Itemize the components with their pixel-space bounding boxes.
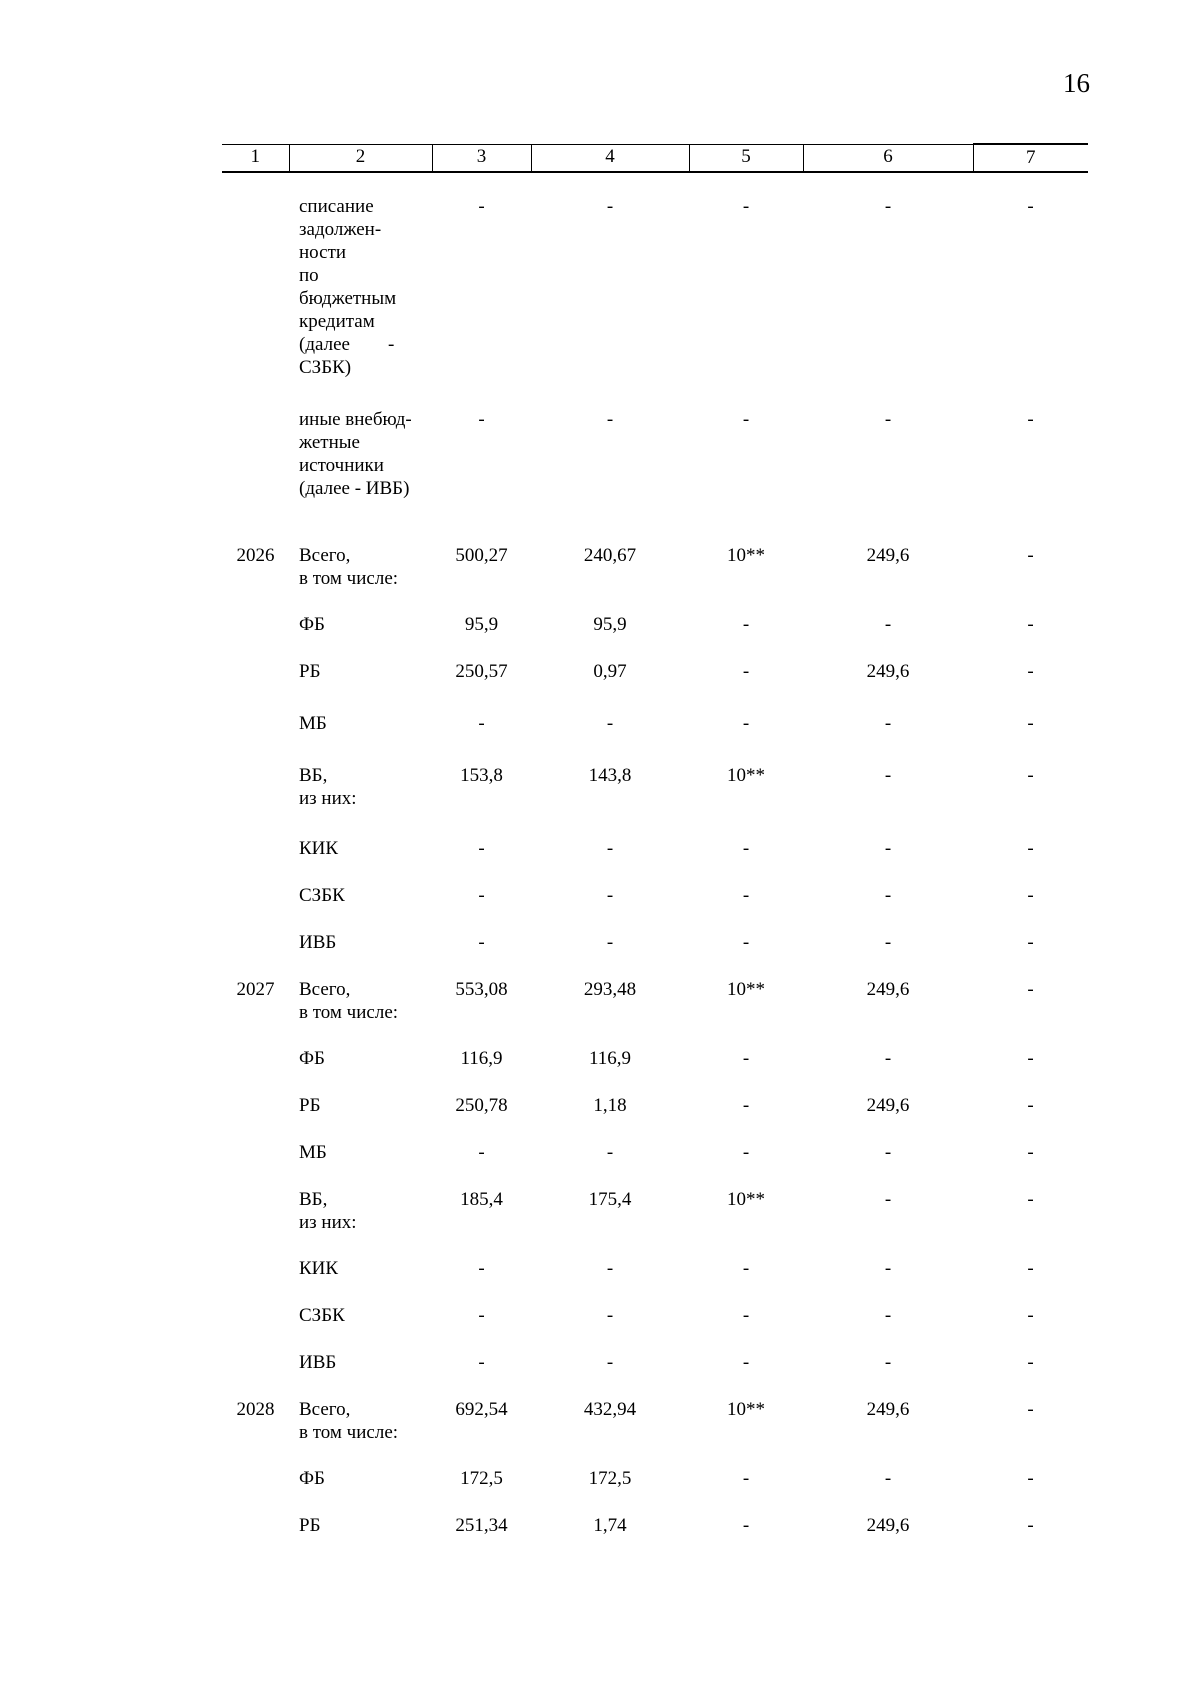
indicator-cell: Всего, в том числе:: [299, 1399, 399, 1443]
column-header: 6: [803, 144, 973, 172]
value-cell-col7: -: [1027, 838, 1034, 859]
value-cell-col4: 432,94: [583, 1399, 637, 1420]
year-cell: [222, 195, 289, 408]
indicator-cell: Всего, в том числе:: [299, 545, 399, 589]
value-cell-col5: 10**: [727, 1399, 765, 1420]
value-cell-col3: 692,54: [455, 1399, 508, 1420]
table-row: [222, 837, 1088, 884]
value-cell-col3: -: [478, 713, 485, 734]
column-number-row: [222, 144, 1088, 172]
value-cell-col4: 1,74: [593, 1515, 627, 1536]
year-cell: 2028: [236, 1399, 275, 1420]
year-cell: [222, 1047, 289, 1094]
indicator-cell: ИВБ: [299, 932, 337, 953]
value-cell-col7: -: [1027, 409, 1034, 430]
table-row: [222, 1188, 1088, 1257]
year-cell: [222, 1304, 289, 1351]
year-cell: [222, 1514, 289, 1561]
indicator-cell: КИК: [299, 1258, 339, 1279]
value-cell-col6: -: [884, 932, 892, 953]
value-cell-col5: -: [742, 1258, 750, 1279]
indicator-cell: ВБ, из них:: [299, 1189, 357, 1233]
value-cell-col3: -: [478, 1142, 485, 1163]
year-cell: [222, 837, 289, 884]
value-cell-col4: -: [606, 196, 614, 217]
value-cell-col3: -: [478, 1352, 485, 1373]
value-cell-col4: -: [606, 1142, 614, 1163]
year-cell: [222, 1094, 289, 1141]
value-cell-col6: -: [884, 885, 892, 906]
value-cell-col6: -: [884, 1352, 892, 1373]
table-row: [222, 884, 1088, 931]
value-cell-col3: -: [478, 1258, 485, 1279]
indicator-cell: РБ: [299, 1095, 321, 1116]
value-cell-col4: -: [606, 1352, 614, 1373]
table-row: [222, 1257, 1088, 1304]
value-cell-col3: 172,5: [460, 1468, 503, 1489]
value-cell-col7: -: [1027, 1258, 1034, 1279]
indicator-cell: МБ: [299, 713, 327, 734]
value-cell-col6: -: [884, 713, 892, 734]
value-cell-col4: 0,97: [593, 661, 627, 682]
year-cell: [222, 1351, 289, 1398]
table-row: [222, 1047, 1088, 1094]
indicator-cell: ФБ: [299, 1048, 325, 1069]
value-cell-col6: 249,6: [866, 979, 910, 1000]
table-row: [222, 544, 1088, 613]
table-row: [222, 1141, 1088, 1188]
value-cell-col5: 10**: [727, 979, 765, 1000]
year-cell: [222, 1141, 289, 1188]
year-cell: [222, 712, 289, 764]
value-cell-col3: -: [478, 409, 485, 430]
value-cell-col4: 175,4: [588, 1189, 632, 1210]
value-cell-col4: 95,9: [593, 614, 627, 635]
value-cell-col5: -: [742, 614, 750, 635]
value-cell-col6: -: [884, 409, 892, 430]
column-header: 2: [289, 144, 432, 172]
value-cell-col5: 10**: [727, 1189, 765, 1210]
value-cell-col6: -: [884, 838, 892, 859]
value-cell-col6: -: [884, 765, 892, 786]
value-cell-col4: -: [606, 409, 614, 430]
year-cell: [222, 1257, 289, 1304]
table-row: [222, 764, 1088, 837]
value-cell-col6: 249,6: [866, 1399, 910, 1420]
value-cell-col6: 249,6: [866, 1095, 910, 1116]
value-cell-col6: -: [884, 1048, 892, 1069]
table-row: [222, 1514, 1088, 1561]
value-cell-col5: -: [742, 409, 750, 430]
value-cell-col7: -: [1027, 1048, 1034, 1069]
value-cell-col5: -: [742, 885, 750, 906]
value-cell-col3: 250,57: [455, 661, 508, 682]
spacer-row: [222, 172, 1088, 195]
value-cell-col7: -: [1027, 1515, 1034, 1536]
budget-table: [222, 143, 1088, 1561]
table-row: [222, 931, 1088, 978]
year-cell: 2027: [236, 979, 275, 1000]
table-row: [222, 978, 1088, 1047]
year-cell: [222, 408, 289, 544]
year-cell: [222, 764, 289, 837]
value-cell-col7: -: [1027, 1399, 1034, 1420]
indicator-cell: КИК: [299, 838, 339, 859]
year-cell: [222, 1188, 289, 1257]
indicator-cell: ВБ, из них:: [299, 765, 357, 809]
value-cell-col7: -: [1027, 614, 1034, 635]
value-cell-col4: 293,48: [583, 979, 637, 1000]
value-cell-col7: -: [1027, 661, 1034, 682]
value-cell-col3: 500,27: [455, 545, 508, 566]
year-cell: 2026: [236, 545, 275, 566]
year-cell: [222, 884, 289, 931]
value-cell-col5: -: [742, 1352, 750, 1373]
year-cell: [222, 931, 289, 978]
table-row: [222, 660, 1088, 712]
value-cell-col3: 95,9: [464, 614, 499, 635]
indicator-cell: СЗБК: [299, 1305, 345, 1326]
value-cell-col4: -: [606, 838, 614, 859]
value-cell-col4: 143,8: [588, 765, 632, 786]
value-cell-col3: 250,78: [455, 1095, 508, 1116]
year-cell: [222, 613, 289, 660]
value-cell-col5: -: [742, 661, 750, 682]
value-cell-col5: -: [742, 1305, 750, 1326]
value-cell-col5: 10**: [727, 765, 765, 786]
table-row: [222, 1467, 1088, 1514]
value-cell-col5: -: [742, 1095, 750, 1116]
value-cell-col7: -: [1027, 1468, 1034, 1489]
value-cell-col5: -: [742, 713, 750, 734]
value-cell-col6: 249,6: [866, 545, 910, 566]
value-cell-col7: -: [1027, 545, 1034, 566]
value-cell-col5: -: [742, 932, 750, 953]
value-cell-col7: -: [1027, 713, 1034, 734]
table-body: [222, 172, 1088, 1561]
value-cell-col7: -: [1027, 765, 1034, 786]
column-header: 5: [689, 144, 803, 172]
value-cell-col4: -: [606, 932, 614, 953]
table-row: [222, 1094, 1088, 1141]
value-cell-col4: 1,18: [593, 1095, 627, 1116]
value-cell-col4: 240,67: [583, 545, 637, 566]
table-row: [222, 1304, 1088, 1351]
value-cell-col6: -: [884, 1189, 892, 1210]
value-cell-col3: 116,9: [460, 1048, 503, 1069]
table-row: [222, 1398, 1088, 1467]
indicator-cell: СЗБК: [299, 885, 345, 906]
year-cell: [222, 1467, 289, 1514]
value-cell-col4: -: [606, 885, 614, 906]
value-cell-col5: -: [742, 1142, 750, 1163]
column-header: 7: [973, 144, 1088, 172]
indicator-cell: РБ: [299, 661, 321, 682]
value-cell-col4: 172,5: [588, 1468, 632, 1489]
indicator-cell: иные внебюд- жетные источники (далее - ИВБ): [299, 409, 412, 499]
value-cell-col7: -: [1027, 1352, 1034, 1373]
indicator-cell: Всего, в том числе:: [299, 979, 399, 1023]
value-cell-col3: 153,8: [460, 765, 503, 786]
value-cell-col7: -: [1027, 979, 1034, 1000]
indicator-cell: ИВБ: [299, 1352, 337, 1373]
year-cell: [222, 660, 289, 712]
value-cell-col7: -: [1027, 1189, 1034, 1210]
value-cell-col7: -: [1027, 1305, 1034, 1326]
value-cell-col7: -: [1027, 1142, 1034, 1163]
indicator-cell: МБ: [299, 1142, 327, 1163]
value-cell-col6: -: [884, 1258, 892, 1279]
value-cell-col6: -: [884, 1142, 892, 1163]
value-cell-col5: -: [742, 1048, 750, 1069]
page-number: 16: [1063, 68, 1090, 98]
column-header: 3: [432, 144, 531, 172]
value-cell-col5: -: [742, 196, 750, 217]
column-header: 4: [531, 144, 689, 172]
indicator-cell: ФБ: [299, 1468, 325, 1489]
value-cell-col4: -: [606, 1305, 614, 1326]
value-cell-col4: -: [606, 1258, 614, 1279]
value-cell-col7: -: [1027, 885, 1034, 906]
table-row: [222, 613, 1088, 660]
value-cell-col7: -: [1027, 932, 1034, 953]
value-cell-col3: 185,4: [460, 1189, 503, 1210]
value-cell-col5: 10**: [727, 545, 765, 566]
table-row: [222, 408, 1088, 544]
value-cell-col3: -: [478, 1305, 485, 1326]
value-cell-col3: 251,34: [455, 1515, 508, 1536]
table-row: [222, 1351, 1088, 1398]
column-header: 1: [222, 144, 289, 172]
value-cell-col3: 553,08: [455, 979, 508, 1000]
value-cell-col5: -: [742, 838, 750, 859]
value-cell-col3: -: [478, 885, 485, 906]
value-cell-col5: -: [742, 1515, 750, 1536]
value-cell-col6: 249,6: [866, 1515, 910, 1536]
value-cell-col6: -: [884, 196, 892, 217]
value-cell-col7: -: [1027, 196, 1034, 217]
value-cell-col6: 249,6: [866, 661, 910, 682]
indicator-cell: РБ: [299, 1515, 321, 1536]
indicator-cell: списание задолжен- ности по бюджетным кредитам (далее - СЗБК): [299, 196, 397, 378]
value-cell-col4: -: [606, 713, 614, 734]
value-cell-col3: -: [478, 932, 485, 953]
value-cell-col6: -: [884, 1468, 892, 1489]
value-cell-col3: -: [478, 196, 485, 217]
indicator-cell: ФБ: [299, 614, 325, 635]
value-cell-col3: -: [478, 838, 485, 859]
value-cell-col6: -: [884, 614, 892, 635]
table-row: [222, 712, 1088, 764]
value-cell-col5: -: [742, 1468, 750, 1489]
value-cell-col4: 116,9: [588, 1048, 632, 1069]
value-cell-col6: -: [884, 1305, 892, 1326]
value-cell-col7: -: [1027, 1095, 1034, 1116]
table-row: [222, 195, 1088, 408]
